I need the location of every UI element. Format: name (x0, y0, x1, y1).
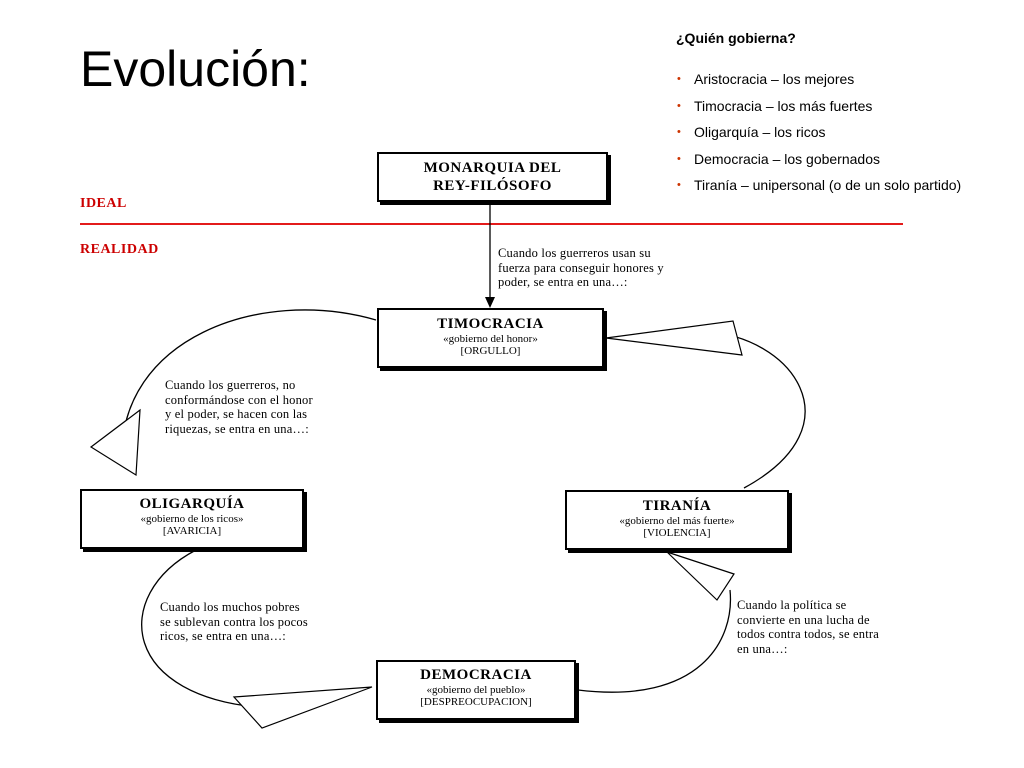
timocracy-desc: «gobierno del honor» (443, 333, 538, 345)
tyranny-vice: [VIOLENCIA] (643, 527, 711, 539)
oligarchy-to-democracy-arrowhead (234, 687, 372, 728)
tyranny-to-timocracy-arrowhead (606, 321, 742, 355)
tyranny-box (565, 490, 789, 550)
transition-oligarchy-to-democracy: Cuando los muchos pobres se sublevan contra los pocos ricos, se entra en una…: (160, 600, 308, 643)
timocracy-to-oligarchy-arrowhead (91, 410, 140, 475)
timocracy-name: TIMOCRACIA (437, 316, 544, 332)
monarchy-box (377, 152, 608, 202)
bullet-icon: • (677, 73, 681, 85)
bullet-icon: • (677, 99, 681, 112)
bullet-icon: • (677, 152, 681, 165)
oligarchy-desc: «gobierno de los ricos» (140, 513, 244, 525)
oligarchy-name: OLIGARQUÍA (139, 496, 245, 512)
ideal-label: IDEAL (80, 196, 127, 211)
democracy-to-tyranny-arrowhead (667, 552, 734, 600)
transition-monarchy-to-timocracy: Cuando los guerreros usan su fuerza para conseguir honores y poder, se entra en una…: (498, 246, 664, 289)
oligarchy-vice: [AVARICIA] (162, 525, 222, 537)
tyranny-name: TIRANÍA (642, 498, 712, 514)
democracy-box (376, 660, 576, 720)
democracy-vice: [DESPREOCUPACION] (420, 696, 532, 708)
transition-democracy-to-tyranny: Cuando la política se convierte en una lucha de todos contra todos, se entra en una…: (737, 598, 880, 656)
reality-label: REALIDAD (80, 242, 159, 257)
legend-item-label: Oligarquía – los ricos (694, 124, 826, 140)
democracy-desc: «gobierno del pueblo» (426, 684, 526, 696)
tyranny-to-timocracy-curve (705, 332, 805, 488)
democracy-name: DEMOCRACIA (420, 667, 532, 683)
oligarchy-box (80, 489, 304, 549)
legend-heading: ¿Quién gobierna? (676, 30, 796, 46)
monarchy-line1: MONARQUIA DEL (423, 160, 562, 176)
page-title: Evolución: (80, 41, 311, 97)
democracy-to-tyranny-curve (578, 590, 730, 692)
timocracy-vice: [ORGULLO] (460, 345, 521, 357)
transition-timocracy-to-oligarchy: Cuando los guerreros, no conformándose con el honor y el poder, se hacen con las riquezas, se entra en una…: (165, 378, 313, 436)
tyranny-desc: «gobierno del más fuerte» (619, 515, 735, 527)
timocracy-box (377, 308, 604, 368)
legend-item-label: Democracia – los gobernados (694, 150, 880, 167)
legend-item-label: Aristocracia – los mejores (694, 71, 855, 87)
legend-item-label: Tiranía – unipersonal (o de un solo partido) (694, 177, 962, 193)
monarchy-to-timocracy-arrowhead (485, 297, 495, 308)
bullet-icon: • (677, 179, 681, 191)
bullet-icon: • (677, 126, 681, 138)
monarchy-line2: REY-FILÓSOFO (433, 178, 552, 194)
legend-item-label: Timocracia – los más fuertes (694, 97, 873, 114)
